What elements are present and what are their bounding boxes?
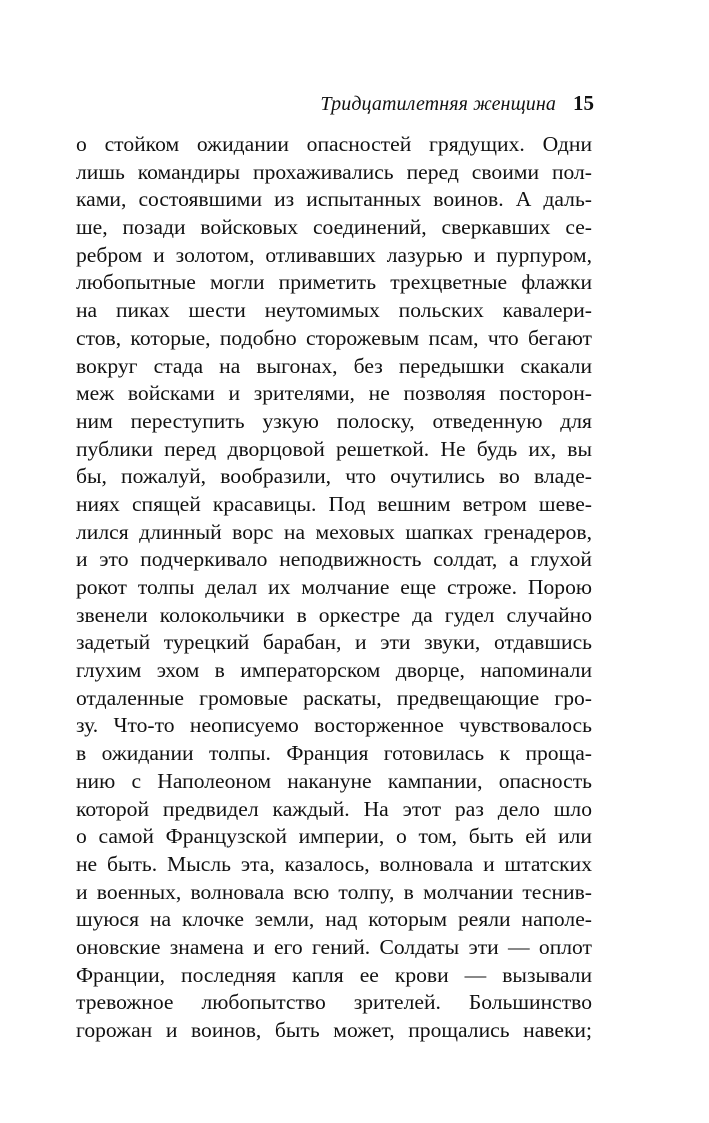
text-line: нию с Наполеоном накануне кампании, опасность xyxy=(76,768,592,793)
text-line: бы, пожалуй, вообразили, что очутились во владе- xyxy=(76,464,592,489)
text-line: и это подчеркивало неподвижность солдат, а глухой xyxy=(76,547,592,572)
text-line: ним переступить узкую полоску, отведенную для xyxy=(76,408,592,433)
text-line: задетый турецкий барабан, и эти звуки, отдавшись xyxy=(76,630,592,655)
text-line: ребром и золотом, отливавших лазурью и пурпуром, xyxy=(76,242,592,267)
text-line: Франции, последняя капля ее крови — вызывали xyxy=(76,962,592,987)
text-line: публики перед дворцовой решеткой. Не будь их, вы xyxy=(76,436,592,461)
text-line: звенели колокольчики в оркестре да гудел случайно xyxy=(76,602,592,627)
text-line: не быть. Мысль эта, казалось, волновала и штатских xyxy=(76,851,592,876)
text-line: которой предвидел каждый. На этот раз дело шло xyxy=(76,796,592,821)
text-line: ками, состоявшими из испытанных воинов. А даль- xyxy=(76,187,592,212)
text-line: любопытные могли приметить трехцветные флажки xyxy=(76,270,592,295)
text-line: вокруг стада на выгонах, без передышки скакали xyxy=(76,353,592,378)
text-line: отдаленные громовые раскаты, предвещающие гро- xyxy=(76,685,592,710)
text-line: тревожное любопытство зрителей. Большинство xyxy=(76,990,592,1015)
page-number: 15 xyxy=(573,91,594,115)
text-line: о самой Французской империи, о том, быть ей или xyxy=(76,824,592,849)
text-line: меж войсками и зрителями, не позволяя посторон- xyxy=(76,381,592,406)
text-line: ниях спящей красавицы. Под вешним ветром шеве- xyxy=(76,491,592,516)
text-line: глухим эхом в императорском дворце, напоминали xyxy=(76,658,592,683)
text-line: о стойком ожидании опасностей грядущих. Одни xyxy=(76,132,592,156)
text-line: рокот толпы делал их молчание еще строже. Порою xyxy=(76,575,592,599)
text-line: в ожидании толпы. Франция готовилась к проща- xyxy=(76,741,592,766)
text-line: и военных, волновала всю толпу, в молчании теснив- xyxy=(76,879,592,904)
text-line: стов, которые, подобно сторожевым псам, что бегают xyxy=(76,325,592,350)
text-line: оновские знамена и его гений. Солдаты эти — оплот xyxy=(76,934,592,959)
running-head xyxy=(76,88,594,118)
text-line: шуюся на клочке земли, над которым реяли наполе- xyxy=(76,907,592,932)
text-line: на пиках шести неутомимых польских кавалери- xyxy=(76,298,592,323)
running-title: Тридцатилетняя женщина xyxy=(320,93,556,115)
text-line: лишь командиры прохаживались перед своими пол- xyxy=(76,159,592,184)
text-line: зу. Что-то неописуемо восторженное чувствовалось xyxy=(76,713,592,738)
text-line: ше, позади войсковых соединений, сверкавших се- xyxy=(76,215,592,240)
text-line: лился длинный ворс на меховых шапках гренадеров, xyxy=(76,519,592,544)
text-line: горожан и воинов, быть может, прощались навеки; xyxy=(76,1018,592,1042)
body-text xyxy=(76,131,592,1045)
